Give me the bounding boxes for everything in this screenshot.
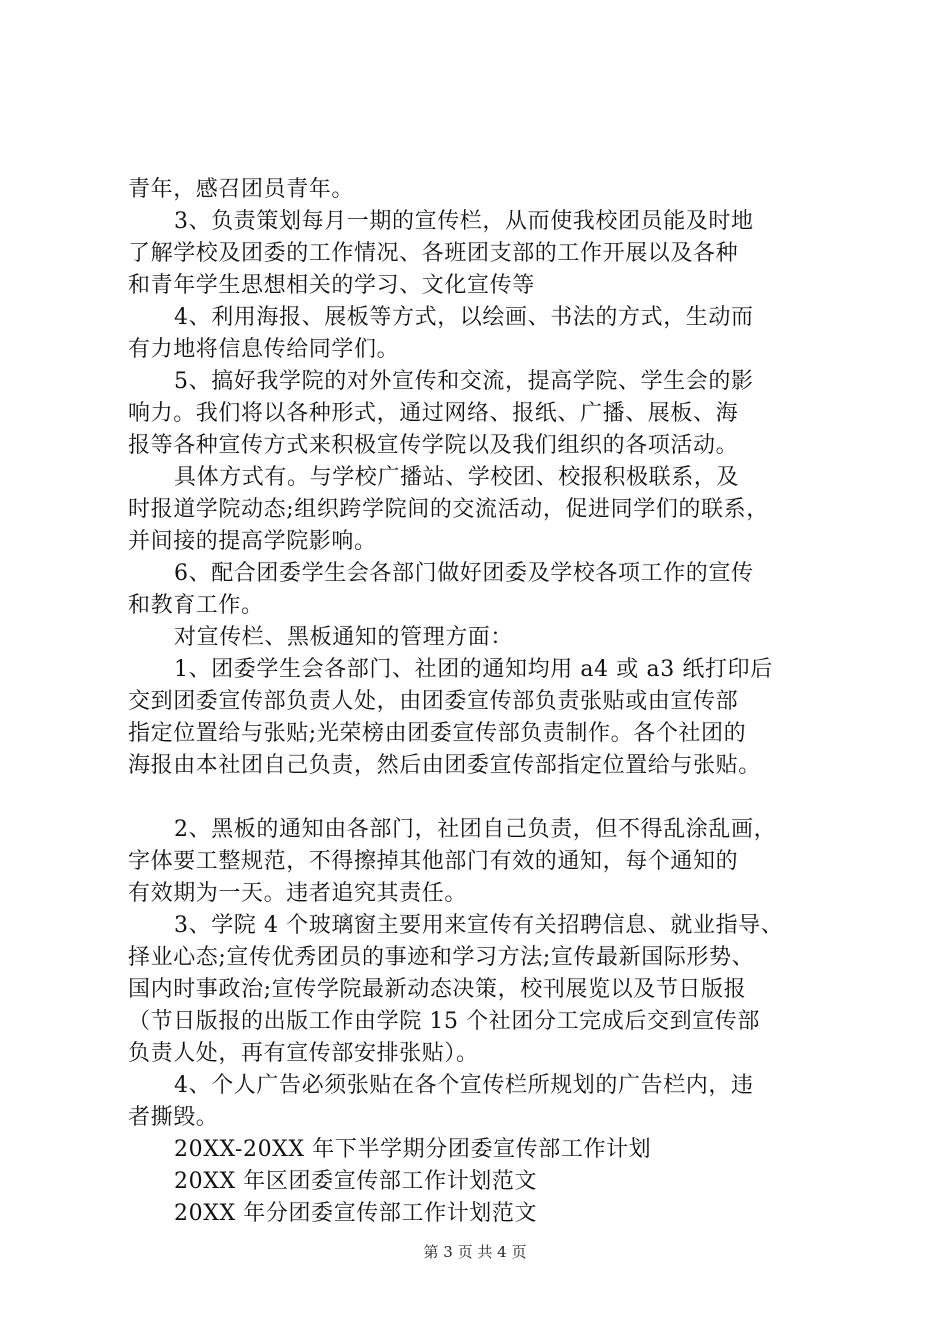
text-line: （节日版报的出版工作由学院 15 个社团分工完成后交到宣传部 xyxy=(128,1009,760,1034)
text-line: 3、学院 4 个玻璃窗主要用来宣传有关招聘信息、就业指导、 xyxy=(174,913,784,938)
text-line: 并间接的提高学院影响。 xyxy=(128,529,377,554)
text-line: 1、团委学生会各部门、社团的通知均用 a4 或 a3 纸打印后 xyxy=(174,657,773,682)
text-line: 有效期为一天。违者追究其责任。 xyxy=(128,881,468,906)
related-link: 20XX 年区团委宣传部工作计划范文 xyxy=(174,1169,538,1194)
text-line: 具体方式有。与学校广播站、学校团、校报积极联系，及 xyxy=(174,465,740,490)
text-line: 5、搞好我学院的对外宣传和交流，提高学院、学生会的影 xyxy=(174,369,754,394)
text-line: 青年，感召团员青年。 xyxy=(128,177,355,202)
text-line: 3、负责策划每月一期的宣传栏，从而使我校团员能及时地 xyxy=(174,209,754,234)
text-line: 负责人处，再有宣传部安排张贴）。 xyxy=(128,1041,479,1066)
related-link: 20XX 年分团委宣传部工作计划范文 xyxy=(174,1201,538,1226)
text-line: 6、配合团委学生会各部门做好团委及学校各项工作的宣传 xyxy=(174,561,754,586)
text-line: 2、黑板的通知由各部门，社团自己负责，但不得乱涂乱画， xyxy=(174,817,777,842)
text-line: 海报由本社团自己负责，然后由团委宣传部指定位置给与张贴。 xyxy=(128,753,761,778)
text-line: 择业心态;宣传优秀团员的事迹和学习方法;宣传最新国际形势、 xyxy=(128,945,755,970)
text-line: 和教育工作。 xyxy=(128,593,264,618)
text-line: 国内时事政治;宣传学院最新动态决策，校刊展览以及节日版报 xyxy=(128,977,747,1002)
text-line: 指定位置给与张贴;光荣榜由团委宣传部负责制作。各个社团的 xyxy=(128,721,747,746)
text-line: 4、个人广告必须张贴在各个宣传栏所规划的广告栏内，违 xyxy=(174,1073,754,1098)
text-line: 者撕毁。 xyxy=(128,1105,219,1130)
page-number-footer: 第 3 页 共 4 页 xyxy=(423,1243,527,1261)
text-line: 和青年学生思想相关的学习、文化宣传等 xyxy=(128,273,535,298)
related-link: 20XX-20XX 年下半学期分团委宣传部工作计划 xyxy=(174,1137,652,1162)
text-line: 4、利用海报、展板等方式，以绘画、书法的方式，生动而 xyxy=(174,305,754,330)
text-line: 对宣传栏、黑板通知的管理方面： xyxy=(174,625,514,650)
text-line: 了解学校及团委的工作情况、各班团支部的工作开展以及各种 xyxy=(128,241,739,266)
text-line: 有力地将信息传给同学们。 xyxy=(128,337,400,362)
text-line: 时报道学院动态;组织跨学院间的交流活动，促进同学们的联系， xyxy=(128,497,769,522)
text-line: 响力。我们将以各种形式，通过网络、报纸、广播、展板、海 xyxy=(128,401,739,426)
text-line: 报等各种宣传方式来积极宣传学院以及我们组织的各项活动。 xyxy=(128,433,739,458)
text-line: 字体要工整规范，不得擦掉其他部门有效的通知，每个通知的 xyxy=(128,849,739,874)
text-line: 交到团委宣传部负责人处，由团委宣传部负责张贴或由宣传部 xyxy=(128,689,739,714)
